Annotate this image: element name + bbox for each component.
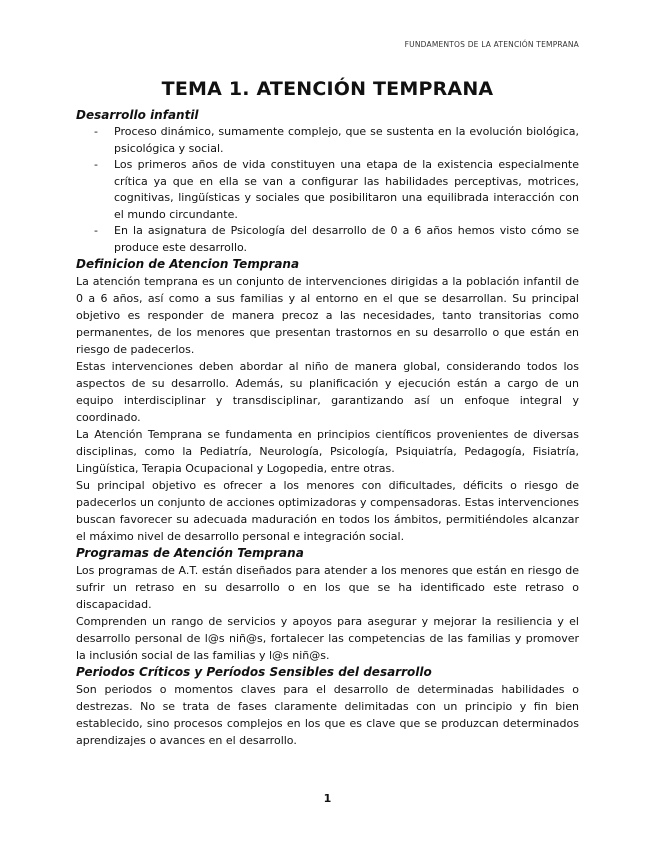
heading-programas: Programas de Atención Temprana: [76, 546, 304, 560]
list-item-text: Proceso dinámico, sumamente complejo, que se sustenta en la evolución biológica, psicológica y social.: [114, 125, 579, 155]
page-number: 1: [323, 792, 332, 805]
bullet-marker: -: [94, 224, 98, 237]
bullet-list-desarrollo: [76, 124, 579, 256]
paragraph: Son periodos o momentos claves para el desarrollo de determinadas habilidades o destrezas. No se trata de fases claramente delimitadas con un principio y fin bien establecido, sino procesos complejos en los que es clave que se produzcan determinados aprendizajes o avances en el desarrollo.: [76, 683, 579, 747]
bullet-marker: -: [94, 125, 98, 138]
paragraph: Su principal objetivo es ofrecer a los menores con dificultades, déficits o riesgo de padecerlos un conjunto de acciones optimizadoras y compensadoras. Estas intervenciones buscan favorecer su adecuada maduración en todos los ámbitos, permitiéndoles alcanzar el máximo nivel de desarrollo personal e integración social.: [76, 479, 579, 543]
paragraph: Los programas de A.T. están diseñados para atender a los menores que están en riesgo de sufrir un retraso en su desarrollo o en los que se ha identificado este retraso o discapacidad.: [76, 564, 579, 611]
paragraph: La atención temprana es un conjunto de intervenciones dirigidas a la población infantil de 0 a 6 años, así como a sus familias y al entorno en el que se desarrollan. Su principal objetivo es responder de manera precoz a las necesidades, tanto transitorias como permanentes, de los menores que presentan trastornos en su desarrollo o que están en riesgo de padecerlos.: [76, 275, 579, 356]
list-item: [94, 157, 579, 223]
list-item-text: Los primeros años de vida constituyen una etapa de la existencia especialmente crítica ya que en ella se van a configurar las habilidades perceptivas, motrices, cognitivas, lingüísticas y sociales que posibilitaron una equilibrada interacción con el mundo circundante.: [114, 158, 579, 221]
paragraph: La Atención Temprana se fundamenta en principios científicos provenientes de diversas disciplinas, como la Pediatría, Neurología, Psicología, Psiquiatría, Pedagogía, Fisiatría, Lingüística, Terapia Ocupacional y Logopedia, entre otras.: [76, 428, 579, 475]
running-header: FUNDAMENTOS DE LA ATENCIÓN TEMPRANA: [404, 40, 579, 49]
list-item: [94, 124, 579, 157]
page-title: TEMA 1. ATENCIÓN TEMPRANA: [161, 78, 494, 100]
heading-desarrollo-infantil: Desarrollo infantil: [76, 108, 199, 122]
paragraph: Estas intervenciones deben abordar al niño de manera global, considerando todos los aspectos de su desarrollo. Además, su planificación y ejecución están a cargo de un equipo interdisciplinar y transdisciplinar, garantizando así un enfoque integral y coordinado.: [76, 360, 579, 424]
page-content: [76, 78, 579, 749]
list-item: [94, 223, 579, 256]
paragraph: Comprenden un rango de servicios y apoyos para asegurar y mejorar la resiliencia y el desarrollo personal de l@s niñ@s, fortalecer las competencias de las familias y promover la inclusión social de las familias y l@s niñ@s.: [76, 615, 579, 662]
bullet-marker: -: [94, 158, 98, 171]
heading-periodos: Periodos Críticos y Períodos Sensibles del desarrollo: [76, 665, 432, 679]
heading-definicion: Definicion de Atencion Temprana: [76, 257, 300, 271]
list-item-text: En la asignatura de Psicología del desarrollo de 0 a 6 años hemos visto cómo se produce este desarrollo.: [114, 224, 579, 254]
